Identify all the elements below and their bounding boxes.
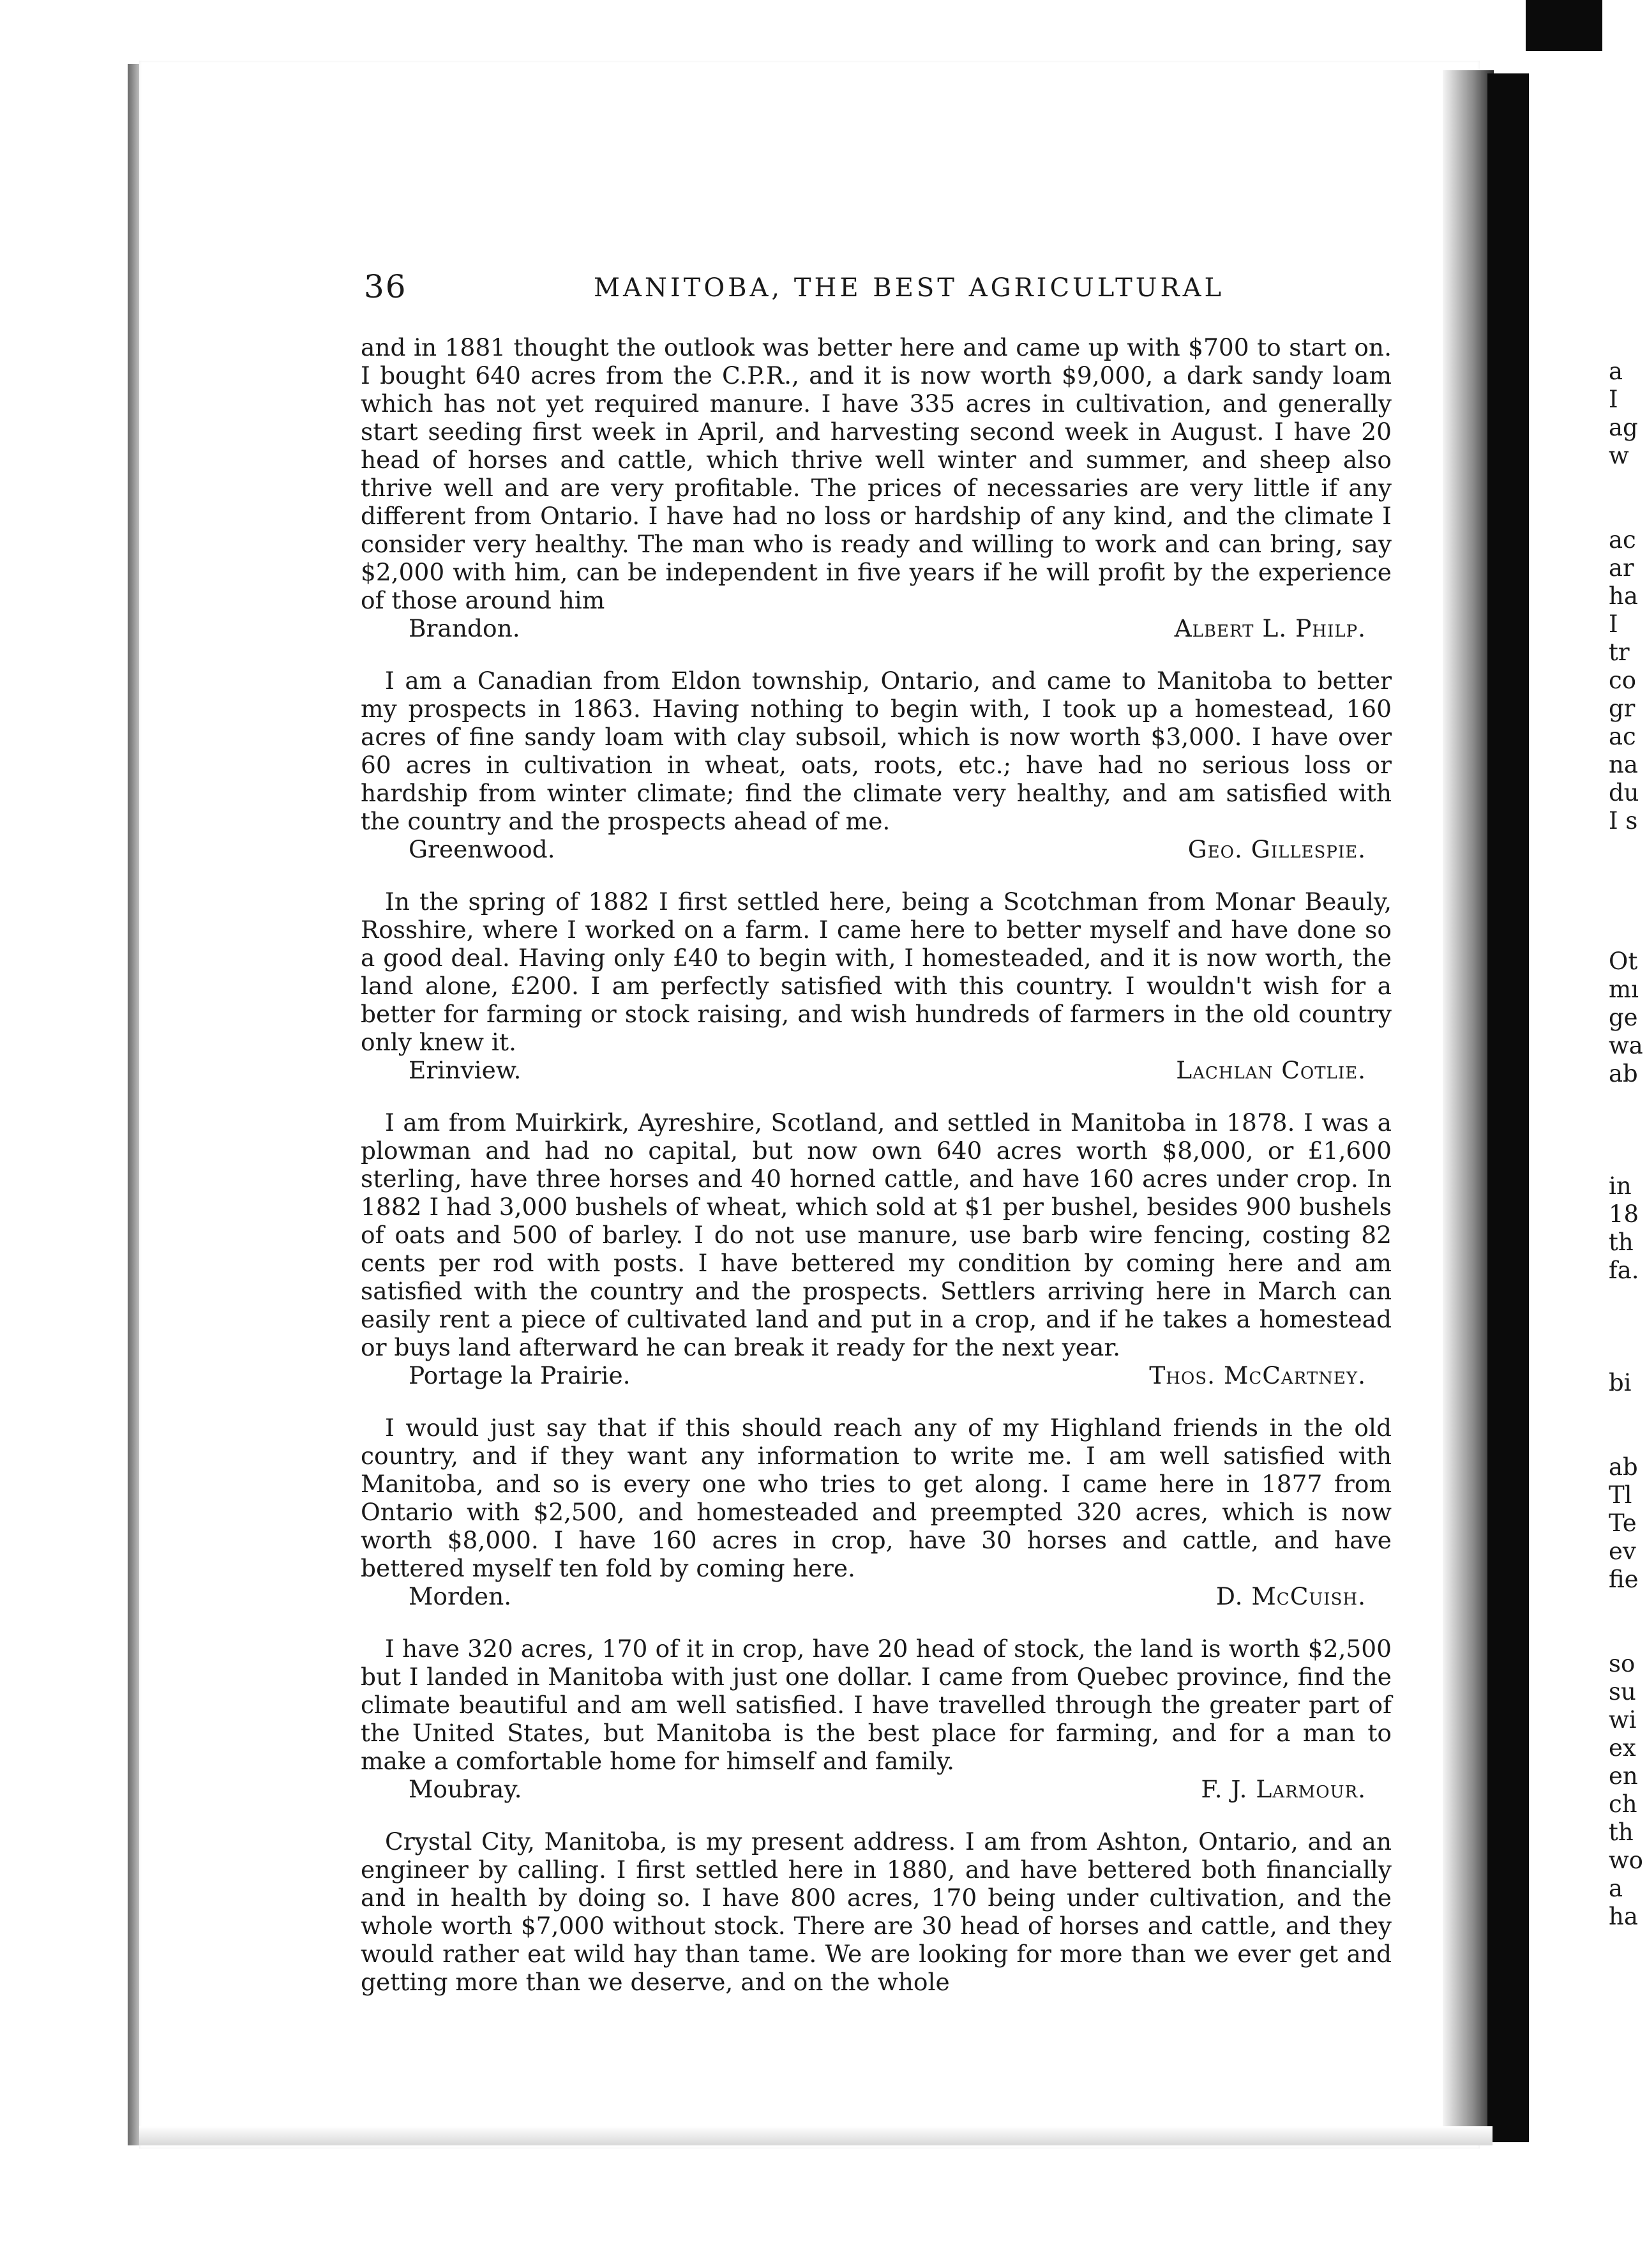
book-gutter <box>1487 73 1529 2142</box>
letter-place: Erinview. <box>409 1056 522 1084</box>
adjacent-page-fragment: ab <box>1609 1453 1638 1481</box>
letter-signature: Albert L. Philp. <box>1174 614 1366 642</box>
adjacent-page-fragment: Ot <box>1609 948 1638 975</box>
adjacent-page-fragment <box>1609 1088 1647 1116</box>
signature-line <box>361 1056 1392 1084</box>
adjacent-page-fragment: mı <box>1609 976 1639 1003</box>
adjacent-page-fragment <box>1609 498 1647 526</box>
adjacent-page-fragment: ac <box>1609 723 1636 750</box>
adjacent-page-fragment: a <box>1609 358 1623 385</box>
adjacent-page-fragment: ar <box>1609 554 1634 582</box>
letter-place: Greenwood. <box>409 835 555 863</box>
signature-line <box>361 1361 1392 1389</box>
adjacent-page-fragment <box>1609 1116 1647 1144</box>
adjacent-page-fragment: en <box>1609 1762 1638 1790</box>
adjacent-page-fragment: na <box>1609 751 1638 778</box>
adjacent-page-fragment: Te <box>1609 1509 1637 1537</box>
testimonial-letter <box>361 1635 1392 1803</box>
letter-place: Moubray. <box>409 1775 522 1803</box>
letter-text: Crystal City, Manitoba, is my present address. I am from Ashton, Ontario, and an engineer by calling. I first settled here in 1880, and have bettered both financially and in health by doing so. I have 800 acres, 170 being under cultivation, and the whole worth $7,000 without stock. There are 30 head of horses and cattle, and they would rather eat wild hay than tame. We are looking for more than we ever get and getting more than we deserve, and on the whole <box>361 1827 1392 1996</box>
letter-place: Morden. <box>409 1582 512 1610</box>
adjacent-page-fragment <box>1609 1313 1647 1341</box>
adjacent-page-fragment: wa <box>1609 1032 1643 1059</box>
letter-place: Portage la Prairie. <box>409 1361 631 1389</box>
adjacent-page-fragment: du <box>1609 779 1639 806</box>
adjacent-page-fragment: in <box>1609 1172 1632 1200</box>
adjacent-page-fragment: I <box>1609 386 1618 413</box>
testimonial-letter <box>361 667 1392 863</box>
adjacent-page-fragment: Tl <box>1609 1481 1632 1509</box>
adjacent-page-fragment <box>1609 835 1647 863</box>
page-edge-shadow <box>1443 70 1494 2139</box>
letter-signature: F. J. Larmour. <box>1201 1775 1366 1803</box>
adjacent-page-fragment: w <box>1609 442 1629 469</box>
page-number: 36 <box>364 268 407 305</box>
adjacent-page-fragment: gr <box>1609 695 1636 722</box>
adjacent-page-fragment: bi <box>1609 1369 1632 1396</box>
adjacent-page-fragment: ab <box>1609 1060 1638 1087</box>
adjacent-page-fragment: th <box>1609 1818 1634 1846</box>
adjacent-page-fragment <box>1609 1397 1647 1425</box>
testimonials-body <box>361 333 1392 1996</box>
adjacent-page-fragment: ev <box>1609 1538 1636 1565</box>
signature-line <box>361 614 1392 642</box>
adjacent-page-fragment: fa. <box>1609 1257 1639 1284</box>
testimonial-letter <box>361 1414 1392 1610</box>
adjacent-page-fragment: fie <box>1609 1566 1639 1593</box>
adjacent-page-fragment <box>1609 1341 1647 1369</box>
adjacent-page-fragment: ha <box>1609 1903 1638 1930</box>
adjacent-page-fragment <box>1609 919 1647 948</box>
adjacent-page-fragment: ch <box>1609 1790 1637 1818</box>
letter-text: I have 320 acres, 170 of it in crop, have 20 head of stock, the land is worth $2,500 but I landed in Manitoba with just one dollar. I came from Quebec province, find the climate beautiful and am well satisfied. I have travelled through the greater part of the United States, but Manitoba is the best place for farming, and for a man to make a comfortable home for himself and family. <box>361 1635 1392 1775</box>
adjacent-page-fragment: ac <box>1609 526 1636 554</box>
letter-signature: Thos. McCartney. <box>1149 1361 1366 1389</box>
adjacent-page-fragment: ex <box>1609 1734 1636 1762</box>
testimonial-letter <box>361 888 1392 1084</box>
letter-text: I am a Canadian from Eldon township, Ontario, and came to Manitoba to better my prospects in 1863. Having nothing to begin with, I took up a homestead, 160 acres of fine sandy loam with clay subsoil, which is now worth $3,000. I have over 60 acres in cultivation in wheat, oats, roots, etc.; have had no serious loss or hardship from winter climate; find the climate very healthy, and am satisfied with the country and the prospects ahead of me. <box>361 667 1392 835</box>
adjacent-page-fragment <box>1609 1622 1647 1650</box>
adjacent-page-fragments <box>1609 358 1647 1931</box>
letter-text: I am from Muirkirk, Ayreshire, Scotland, and settled in Manitoba in 1878. I was a plowman and had no capital, but now own 640 acres worth $8,000, or £1,600 sterling, have three horses and 40 horned cattle, and have 160 acres under crop. In 1882 I had 3,000 bushels of wheat, which sold at $1 per bushel, besides 900 bushels of oats and 500 of barley. I do not use manure, use barb wire fencing, costing 82 cents per rod with posts. I have bettered my condition by coming here and am satisfied with the country and the prospects. Settlers arriving here in March can easily rent a piece of cultivated land and put in a crop, and if he takes a homestead or buys land afterward he can break it ready for the next year. <box>361 1108 1392 1361</box>
adjacent-page-fragment: a <box>1609 1875 1623 1902</box>
testimonial-letter <box>361 1108 1392 1389</box>
page-bottom-shadow <box>139 2126 1493 2145</box>
letter-signature: Lachlan Cotlie. <box>1176 1056 1366 1084</box>
letter-text: In the spring of 1882 I first settled here, being a Scotchman from Monar Beauly, Rosshire, where I worked on a farm. I came here to better myself and have done so a good deal. Having only £40 to begin with, I homesteaded, and it is now worth, the land alone, £200. I am perfectly satisfied with this country. I wouldn't wish for a better for farming or stock raising, and wish hundreds of farmers in the old country only knew it. <box>361 888 1392 1056</box>
letter-text: I would just say that if this should reach any of my Highland friends in the old country, and if they want any information to write me. I am well satisfied with Manitoba, and so is every one who tries to get along. I came here in 1877 from Ontario with $2,500, and homesteaded and preempted 320 acres, which is now worth $8,000. I have 160 acres in crop, have 30 horses and cattle, and have bettered myself ten fold by coming here. <box>361 1414 1392 1582</box>
testimonial-letter <box>361 1827 1392 1996</box>
adjacent-page-fragment <box>1609 863 1647 891</box>
letter-signature: D. McCuish. <box>1215 1582 1366 1610</box>
signature-line <box>361 835 1392 863</box>
left-binding-edge <box>128 64 139 2145</box>
adjacent-page-fragment <box>1609 1425 1647 1453</box>
letter-place: Brandon. <box>409 614 520 642</box>
book-gutter-top <box>1526 0 1602 51</box>
adjacent-page-fragment: I <box>1609 610 1618 638</box>
adjacent-page-fragment: co <box>1609 667 1636 694</box>
running-head: MANITOBA, THE BEST AGRICULTURAL <box>594 273 1225 303</box>
adjacent-page-fragment <box>1609 891 1647 919</box>
adjacent-page-fragment: I s <box>1609 807 1638 835</box>
adjacent-page-fragment: ag <box>1609 414 1638 441</box>
adjacent-page-fragment <box>1609 1144 1647 1172</box>
adjacent-page-fragment: su <box>1609 1678 1636 1705</box>
adjacent-page-fragment: so <box>1609 1650 1636 1677</box>
adjacent-page-fragment <box>1609 470 1647 498</box>
signature-line <box>361 1775 1392 1803</box>
adjacent-page-fragment: th <box>1609 1228 1634 1256</box>
signature-line <box>361 1582 1392 1610</box>
adjacent-page-fragment: 18 <box>1609 1200 1639 1228</box>
adjacent-page-fragment: wi <box>1609 1706 1637 1734</box>
letter-signature: Geo. Gillespie. <box>1187 835 1366 863</box>
adjacent-page-fragment <box>1609 1594 1647 1622</box>
page-header <box>364 268 1455 313</box>
letter-text: and in 1881 thought the outlook was better here and came up with $700 to start on. I bought 640 acres from the C.P.R., and it is now worth $9,000, a dark sandy loam which has not yet required manure. I have 335 acres in cultivation, and generally start seeding first week in April, and harvesting second week in August. I have 20 head of horses and cattle, which thrive well winter and summer, and sheep also thrive well and are very profitable. The prices of necessaries are very little if any different from Ontario. I have had no loss or hardship of any kind, and the climate I consider very healthy. The man who is ready and willing to work and can bring, say $2,000 with him, can be independent in five years if he will profit by the experience of those around him <box>361 333 1392 614</box>
testimonial-letter <box>361 333 1392 642</box>
adjacent-page-fragment: tr <box>1609 639 1630 666</box>
adjacent-page-fragment: wo <box>1609 1847 1643 1874</box>
adjacent-page-fragment: ha <box>1609 582 1638 610</box>
adjacent-page-fragment <box>1609 1285 1647 1313</box>
adjacent-page-fragment: ge <box>1609 1004 1638 1031</box>
